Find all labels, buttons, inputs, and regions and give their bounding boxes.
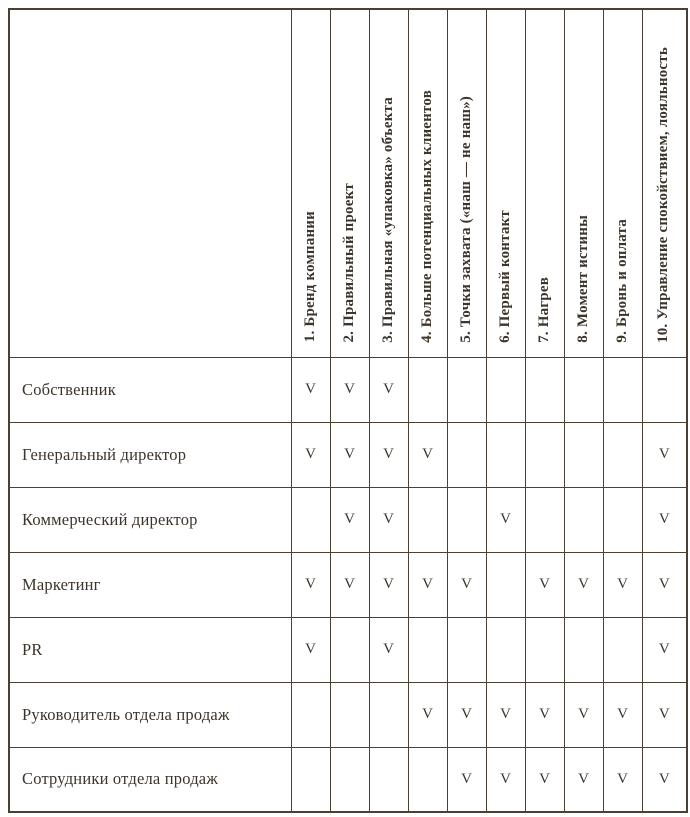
matrix-cell-r7-c1 [291, 747, 330, 812]
matrix-cell-r4-c8: V [564, 552, 603, 617]
column-header-4 [408, 9, 447, 357]
matrix-cell-r5-c6 [486, 617, 525, 682]
matrix-cell-r5-c7 [525, 617, 564, 682]
matrix-cell-r7-c7: V [525, 747, 564, 812]
row-label: Сотрудники отдела продаж [9, 747, 291, 812]
table-row [9, 747, 687, 812]
matrix-cell-r3-c10: V [642, 487, 687, 552]
column-header-label: 6. Первый контакт [496, 209, 513, 343]
matrix-cell-r1-c2: V [330, 357, 369, 422]
column-header-6 [486, 9, 525, 357]
matrix-cell-r3-c1 [291, 487, 330, 552]
column-header-label: 7. Нагрев [535, 276, 552, 343]
matrix-cell-r5-c3: V [369, 617, 408, 682]
matrix-cell-r2-c6 [486, 422, 525, 487]
matrix-cell-r2-c7 [525, 422, 564, 487]
row-label: PR [9, 617, 291, 682]
matrix-cell-r2-c10: V [642, 422, 687, 487]
matrix-body [9, 357, 687, 812]
matrix-cell-r3-c9 [603, 487, 642, 552]
matrix-cell-r7-c9: V [603, 747, 642, 812]
matrix-cell-r2-c8 [564, 422, 603, 487]
column-header-label: 3. Правильная «упаковка» объекта [379, 96, 396, 343]
matrix-cell-r2-c9 [603, 422, 642, 487]
table-row [9, 357, 687, 422]
matrix-cell-r7-c6: V [486, 747, 525, 812]
matrix-cell-r1-c3: V [369, 357, 408, 422]
column-header-label: 9. Бронь и оплата [613, 218, 630, 343]
matrix-cell-r5-c5 [447, 617, 486, 682]
column-header-2 [330, 9, 369, 357]
row-label: Собственник [9, 357, 291, 422]
row-label: Коммерческий директор [9, 487, 291, 552]
matrix-cell-r6-c3 [369, 682, 408, 747]
table-row [9, 422, 687, 487]
matrix-cell-r7-c2 [330, 747, 369, 812]
column-header-3 [369, 9, 408, 357]
column-header-label: 8. Момент истины [574, 214, 591, 343]
row-label: Руководитель отдела продаж [9, 682, 291, 747]
matrix-cell-r4-c2: V [330, 552, 369, 617]
matrix-cell-r2-c4: V [408, 422, 447, 487]
column-header-label: 5. Точки захвата («наш — не наш») [457, 95, 474, 343]
matrix-cell-r3-c6: V [486, 487, 525, 552]
table-row [9, 682, 687, 747]
table-row [9, 487, 687, 552]
matrix-cell-r1-c1: V [291, 357, 330, 422]
matrix-cell-r5-c10: V [642, 617, 687, 682]
matrix-header [9, 9, 687, 357]
matrix-cell-r5-c9 [603, 617, 642, 682]
column-header-7 [525, 9, 564, 357]
column-header-1 [291, 9, 330, 357]
matrix-cell-r1-c8 [564, 357, 603, 422]
column-header-label: 10. Управление спокойствием, лояльность [655, 46, 672, 343]
matrix-cell-r1-c5 [447, 357, 486, 422]
matrix-cell-r6-c1 [291, 682, 330, 747]
responsibility-matrix-table [8, 8, 688, 813]
table-row [9, 552, 687, 617]
column-header-label: 1. Бренд компании [301, 211, 318, 343]
column-header-8 [564, 9, 603, 357]
matrix-cell-r3-c5 [447, 487, 486, 552]
header-row [9, 9, 687, 357]
matrix-cell-r6-c9: V [603, 682, 642, 747]
corner-cell [9, 9, 291, 357]
matrix-cell-r5-c8 [564, 617, 603, 682]
column-header-label: 2. Правильный проект [340, 182, 357, 343]
matrix-cell-r1-c9 [603, 357, 642, 422]
matrix-cell-r3-c4 [408, 487, 447, 552]
matrix-cell-r6-c2 [330, 682, 369, 747]
matrix-cell-r4-c7: V [525, 552, 564, 617]
matrix-cell-r3-c3: V [369, 487, 408, 552]
matrix-cell-r5-c1: V [291, 617, 330, 682]
matrix-cell-r3-c2: V [330, 487, 369, 552]
column-header-9 [603, 9, 642, 357]
matrix-cell-r6-c6: V [486, 682, 525, 747]
matrix-cell-r4-c9: V [603, 552, 642, 617]
matrix-cell-r6-c4: V [408, 682, 447, 747]
matrix-cell-r2-c1: V [291, 422, 330, 487]
matrix-cell-r4-c1: V [291, 552, 330, 617]
matrix-cell-r6-c5: V [447, 682, 486, 747]
matrix-cell-r4-c6 [486, 552, 525, 617]
column-header-10 [642, 9, 687, 357]
matrix-cell-r4-c10: V [642, 552, 687, 617]
matrix-cell-r2-c2: V [330, 422, 369, 487]
matrix-cell-r1-c10 [642, 357, 687, 422]
matrix-cell-r3-c7 [525, 487, 564, 552]
matrix-cell-r4-c4: V [408, 552, 447, 617]
matrix-cell-r2-c3: V [369, 422, 408, 487]
matrix-cell-r5-c4 [408, 617, 447, 682]
matrix-cell-r6-c10: V [642, 682, 687, 747]
matrix-cell-r7-c8: V [564, 747, 603, 812]
matrix-cell-r7-c5: V [447, 747, 486, 812]
matrix-cell-r5-c2 [330, 617, 369, 682]
matrix-cell-r4-c5: V [447, 552, 486, 617]
matrix-cell-r1-c6 [486, 357, 525, 422]
matrix-cell-r6-c8: V [564, 682, 603, 747]
matrix-cell-r7-c3 [369, 747, 408, 812]
column-header-5 [447, 9, 486, 357]
matrix-cell-r1-c7 [525, 357, 564, 422]
row-label: Маркетинг [9, 552, 291, 617]
matrix-cell-r3-c8 [564, 487, 603, 552]
matrix-cell-r4-c3: V [369, 552, 408, 617]
table-row [9, 617, 687, 682]
matrix-cell-r6-c7: V [525, 682, 564, 747]
column-header-label: 4. Больше потенциальных клиентов [418, 89, 435, 343]
matrix-cell-r7-c10: V [642, 747, 687, 812]
row-label: Генеральный директор [9, 422, 291, 487]
matrix-cell-r7-c4 [408, 747, 447, 812]
matrix-cell-r2-c5 [447, 422, 486, 487]
matrix-cell-r1-c4 [408, 357, 447, 422]
